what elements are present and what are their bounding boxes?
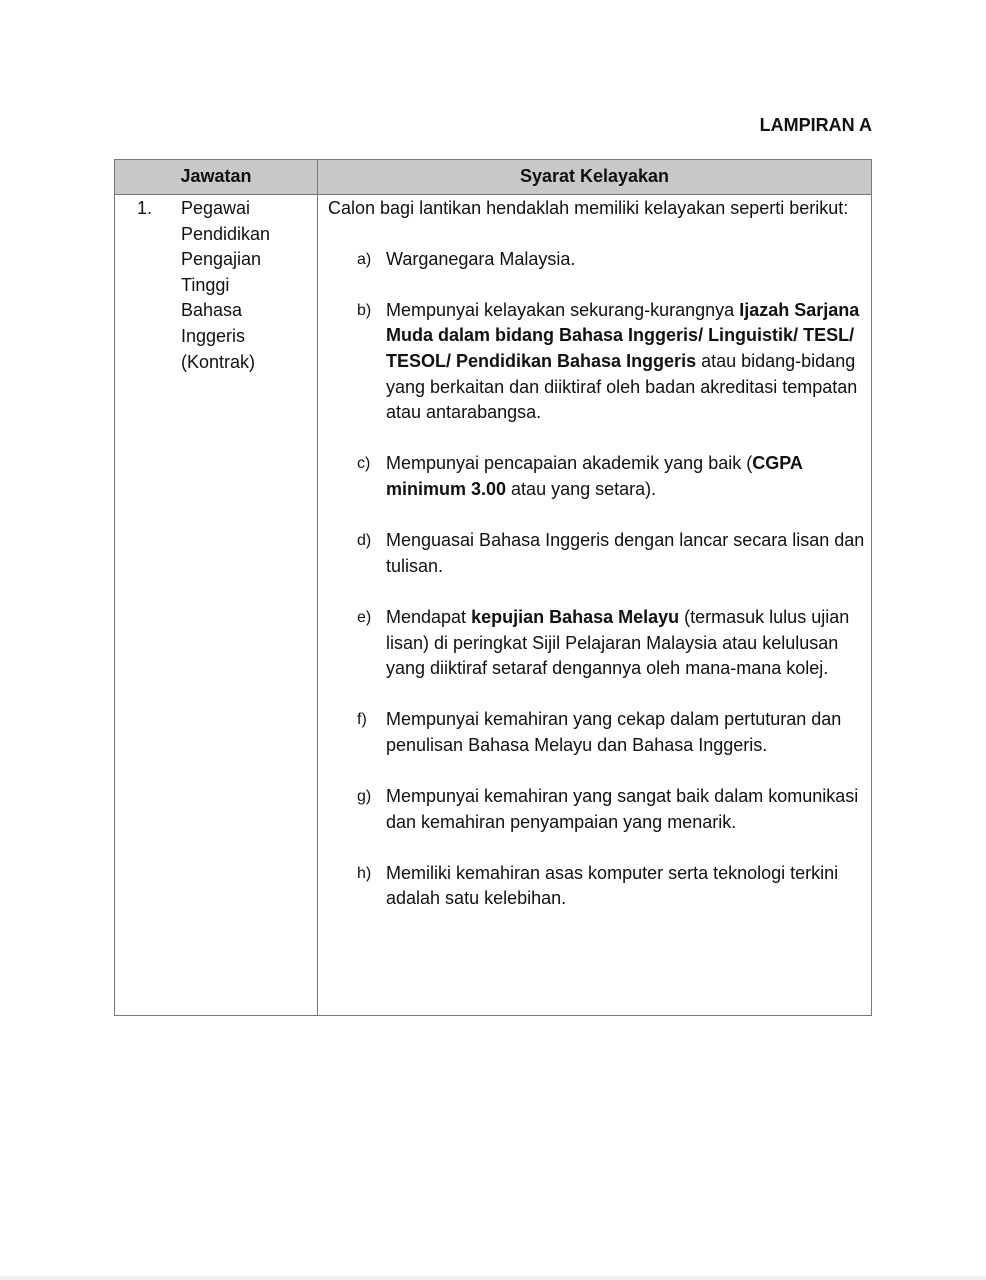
position-line: Bahasa bbox=[181, 300, 243, 321]
position-line: Pegawai bbox=[181, 198, 251, 218]
requirement-label: a) bbox=[357, 250, 372, 268]
position-line: Pendidikan bbox=[181, 223, 271, 244]
requirements-cell bbox=[318, 195, 872, 1016]
requirement-text: Warganegara Malaysia. bbox=[386, 248, 576, 269]
requirement-text: atau yang setara). bbox=[506, 478, 657, 499]
header-position: Jawatan bbox=[115, 160, 318, 195]
row-number: 1. bbox=[137, 198, 153, 218]
requirement-text: Mempunyai pencapaian akademik yang baik ( bbox=[386, 453, 753, 474]
position-cell bbox=[115, 195, 318, 1016]
requirement-label: f) bbox=[357, 711, 367, 729]
requirement-item bbox=[328, 784, 865, 835]
requirement-label: b) bbox=[357, 301, 372, 319]
table-row bbox=[115, 195, 872, 1016]
requirement-item bbox=[328, 861, 865, 912]
requirement-text: Mempunyai kemahiran yang sangat baik dalam komunikasi dan kemahiran penyampaian yang menarik. bbox=[386, 786, 859, 832]
requirement-text: Mempunyai kemahiran yang cekap dalam pertuturan dan penulisan Bahasa Melayu dan Bahasa Inggeris. bbox=[386, 709, 842, 755]
requirement-text: atau bidang-bidang yang berkaitan dan diiktiraf oleh badan akreditasi tempatan atau antarabangsa. bbox=[386, 350, 858, 423]
requirement-text-bold: kepujian Bahasa Melayu bbox=[471, 606, 680, 627]
table-header-row bbox=[115, 160, 872, 195]
requirement-text: Mempunyai kelayakan sekurang-kurangnya bbox=[386, 299, 740, 320]
position-line: Tinggi bbox=[181, 274, 230, 295]
header-requirements: Syarat Kelayakan bbox=[318, 160, 872, 195]
requirements-list bbox=[328, 247, 865, 912]
requirement-text-bold: CGPA minimum 3.00 bbox=[386, 453, 803, 499]
requirement-item bbox=[328, 247, 865, 273]
bottom-edge bbox=[0, 1276, 986, 1280]
requirement-text: Menguasai Bahasa Inggeris dengan lancar secara lisan dan tulisan. bbox=[386, 530, 865, 576]
eligibility-table bbox=[114, 159, 872, 1016]
position-title bbox=[181, 196, 301, 375]
requirement-label: g) bbox=[357, 788, 372, 806]
annex-label: LAMPIRAN A bbox=[759, 115, 872, 135]
requirement-item bbox=[328, 528, 865, 579]
requirement-item bbox=[328, 605, 865, 682]
requirement-text: Memiliki kemahiran asas komputer serta teknologi terkini adalah satu kelebihan. bbox=[386, 862, 839, 909]
requirement-text: (termasuk lulus ujian lisan) di peringkat Sijil Pelajaran Malaysia atau kelulusan yang diiktiraf setaraf dengannya oleh mana-mana kolej. bbox=[386, 606, 850, 679]
requirement-text-bold: Ijazah Sarjana Muda dalam bidang Bahasa Inggeris/ Linguistik/ TESL/ TESOL/ Pendidikan Bahasa Inggeris bbox=[386, 299, 860, 371]
requirement-label: h) bbox=[357, 864, 372, 882]
position-line: Pengajian bbox=[181, 249, 262, 270]
requirement-label: d) bbox=[357, 532, 372, 550]
requirement-label: e) bbox=[357, 608, 372, 626]
requirement-text: Mendapat bbox=[386, 606, 472, 627]
requirement-item bbox=[328, 707, 865, 758]
requirement-item bbox=[328, 298, 865, 426]
position-line: Inggeris bbox=[181, 325, 246, 346]
requirement-label: c) bbox=[357, 455, 371, 473]
position-line: (Kontrak) bbox=[181, 351, 256, 372]
requirement-item bbox=[328, 451, 865, 502]
requirements-intro: Calon bagi lantikan hendaklah memiliki kelayakan seperti berikut: bbox=[328, 198, 849, 218]
